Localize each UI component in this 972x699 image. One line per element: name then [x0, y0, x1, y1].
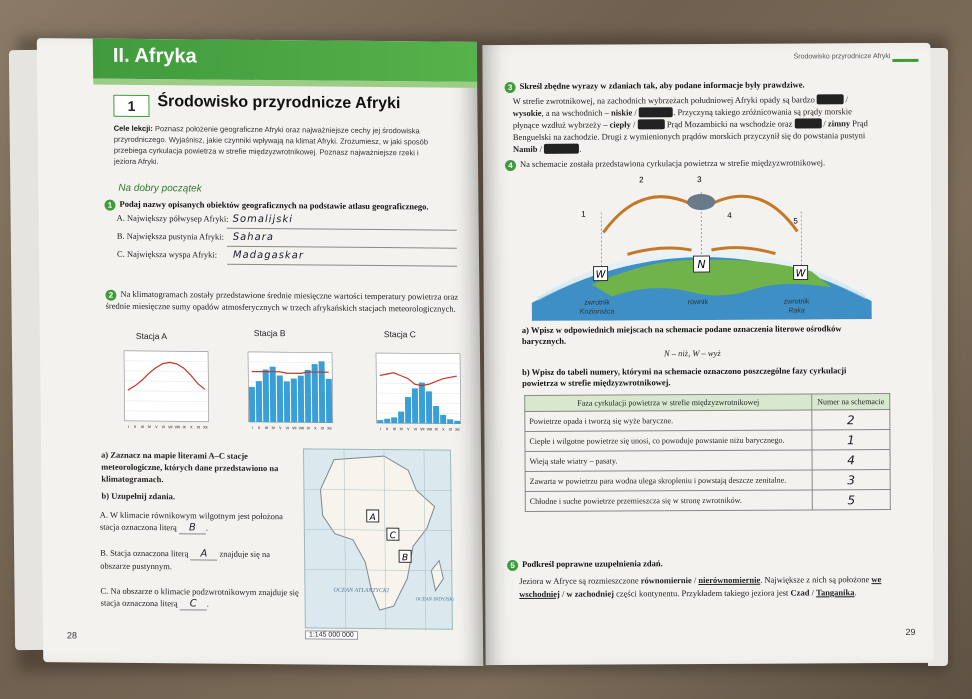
station-b-title: Stacja B [253, 327, 286, 339]
precip-bar [454, 421, 460, 424]
pressure-letter-left: W [595, 269, 606, 281]
option-word-underlined[interactable]: we wschodniej [519, 574, 882, 599]
task-3-number: 3 [505, 82, 516, 93]
precip-bar [377, 420, 383, 423]
month-tick-label: II [134, 424, 137, 429]
month-tick-label: XII [455, 427, 460, 432]
table-header-row [525, 394, 890, 412]
number-cell[interactable]: 3 [812, 470, 890, 490]
table-row [525, 450, 890, 472]
precip-bar [305, 370, 312, 423]
month-tick-label: VIII [426, 427, 433, 432]
diagram-number-1: 1 [581, 209, 586, 219]
phase-cell: Powietrze opada i tworzą się wyże baryczne. [525, 410, 812, 432]
precip-bar [412, 388, 418, 423]
month-tick-label: V [155, 425, 158, 430]
africa-map [303, 448, 453, 629]
option-separator: / [693, 575, 697, 586]
task-1-row-c-label: C. Największa wyspa Afryki: [116, 248, 218, 260]
page-number-left: 28 [66, 630, 78, 641]
task-5-instruction [507, 558, 663, 570]
running-header: Środowisko przyrodnicze Afryki [793, 53, 891, 61]
month-tick-label: III [140, 424, 144, 429]
option-separator: / [561, 588, 565, 599]
option-word[interactable]: Czad [790, 587, 810, 598]
station-a-title: Stacja A [135, 330, 168, 342]
lat-label-name: zwrotnik [584, 299, 610, 307]
task-2-instruction [105, 289, 465, 315]
lat-label-cancer [784, 297, 810, 315]
month-tick-label: IV [399, 427, 404, 432]
precip-bar [270, 367, 277, 422]
task-4a-instruction: a) Wpisz w odpowiednich miejscach na schemacie podane oznaczenia literowe ośrodków barycznych. [521, 323, 842, 346]
map-marker-b: B [401, 553, 409, 564]
month-tick-label: IV [147, 425, 152, 430]
task-3-text: Skreśl zbędne wyrazy w zdaniach tak, aby podane informacje były prawdziwe. [519, 79, 805, 91]
task-5-fragment: . [854, 587, 857, 598]
number-cell[interactable]: 2 [812, 410, 890, 430]
struck-word[interactable] [544, 143, 582, 154]
task-2-number: 2 [105, 289, 116, 300]
month-tick-label: I [379, 427, 381, 432]
right-page [482, 43, 933, 665]
answer-line [227, 228, 457, 231]
phase-cell: Ciepłe i wilgotne powietrze się unosi, co powoduje powstanie niżu barycznego. [525, 430, 812, 452]
month-tick-label: XII [327, 426, 332, 431]
month-tick-label: XI [448, 427, 453, 432]
task-5-number: 5 [507, 560, 518, 571]
task-1-instruction [104, 199, 464, 214]
task-2b-item-b-after: znajduje się na obszarze pustynnym. [100, 548, 271, 572]
table-row [525, 430, 890, 452]
precip-bar [298, 376, 304, 423]
number-cell[interactable]: 4 [812, 450, 890, 470]
kept-word[interactable]: Namib [512, 143, 538, 155]
task-2b-item-a [100, 509, 300, 536]
table-row [525, 470, 890, 492]
task-5-fragment: Jeziora w Afryce są rozmieszczone [519, 575, 639, 586]
month-tick-label: III [392, 427, 396, 432]
task-3-fragment: Prąd Mozambicki na wschodzie oraz [666, 118, 793, 130]
struck-word[interactable] [639, 107, 673, 117]
task-3-fragment: W strefie zwrotnikowej, na zachodnich wybrzeżach południowej Afryki opady są bardzo [512, 94, 815, 107]
lat-label-capricorn [580, 298, 615, 316]
struck-word[interactable] [794, 118, 821, 128]
task-3-body: W strefie zwrotnikowej, na zachodnich wybrzeżach południowej Afryki opady są bardzo / wysokie, a na wschodnich – niskie / . Przyczyną takiego zróżnicowania są prądy morskie płynące wzdłuż wybrzeży – ciepły / Prąd Mozambicki na wschodzie oraz / zimny Prąd Benguelski na zachodzie. Drugi z wymienionych prądów morskich przyczynił się do powstania pustyni Namib / . [512, 94, 868, 155]
task-2b-item-a-text: A. W klimacie równikowym wilgotnym jest położona stacja oznaczona literą [99, 509, 283, 533]
task-5-text: Podkreśl poprawne uzupełnienia zdań. [522, 558, 663, 569]
month-tick-label: VI [413, 427, 418, 432]
pressure-legend: N – niż, W – wyż [663, 347, 721, 359]
precip-bar [249, 387, 255, 422]
lesson-title: Środowisko przyrodnicze Afryki [157, 93, 401, 113]
month-tick-label: X [190, 425, 193, 430]
goals-text: Poznasz położenie geograficzne Afryki oraz najważniejsze cechy jej środowiska przyrodniczego. Wyjaśnisz, jakie czynniki wpływają na klimat Afryki. Zrozumiesz, w jaki sposób przebiega cyrkulacja powietrza w strefie międzyzwrotnikowej. Poznasz najważniejsze rzeki i jeziora Afryki. [113, 124, 429, 167]
pressure-letter-center: N [697, 258, 706, 272]
africa-map-svg [304, 449, 454, 630]
table-header-phase: Faza cyrkulacji powietrza w strefie międzyzwrotnikowej [525, 394, 812, 412]
month-tick-label: X [442, 427, 445, 432]
task-5-body [519, 573, 899, 601]
month-tick-label: IV [271, 426, 276, 431]
answer-line [227, 246, 457, 249]
phases-table [524, 393, 891, 512]
task-1-row-b-label: B. Największa pustynia Afryki: [116, 230, 225, 242]
month-tick-label: VI [161, 425, 166, 430]
option-word[interactable]: w zachodniej [566, 588, 614, 599]
phase-cell: Wieją stałe wiatry – pasaty. [525, 450, 812, 472]
month-tick-label: VII [292, 426, 297, 431]
madagascar-outline [431, 561, 443, 591]
month-tick-label: IX [434, 427, 439, 432]
precip-bar [284, 381, 290, 422]
precip-bar [447, 419, 453, 423]
task-2b-item-c-answer[interactable]: C [180, 598, 207, 610]
precip-bar [256, 381, 262, 422]
task-1-row-c [117, 249, 457, 270]
map-marker-a: A [369, 512, 376, 524]
kept-word[interactable]: ciepły [609, 119, 631, 130]
task-4-text: Na schemacie została przedstawiona cyrkulacja powietrza w strefie międzyzwrotnikowej. [519, 157, 826, 169]
phase-cell: Zawarta w powietrzu para wodna ulega skropleniu i powstają deszcze zenitalne. [525, 470, 812, 492]
map-ocean2-label: OCEAN INDYJSKI [415, 597, 454, 603]
task-2b-item-b [100, 547, 300, 574]
station-c-title: Stacja C [383, 329, 416, 340]
precip-bar [440, 415, 446, 424]
precip-bar [312, 364, 319, 422]
task-5-fragment: . Największe z nich są położone [760, 574, 870, 585]
kept-word[interactable]: wysokie [512, 107, 542, 119]
struck-word[interactable] [817, 94, 843, 104]
task-2b-item-b-answer[interactable]: A [190, 548, 217, 560]
precip-bar [419, 383, 425, 424]
lat-label-name: równik [687, 298, 708, 307]
section-label: Na dobry początek [118, 182, 202, 195]
page-number-right: 29 [905, 626, 916, 637]
task-3-fragment: . Przyczyną takiego zróżnicowania są prądy morskie płynące wzdłuż wybrzeży – [512, 106, 852, 131]
task-4b-instruction: b) Wpisz do tabeli numery, którymi na schemacie oznaczono poszczególne fazy cyrkulacji powietrza w strefie międzyzwrotnikowej. [522, 365, 847, 388]
precip-bar [319, 361, 326, 422]
task-1-text: Podaj nazwy opisanych obiektów geograficznych na podstawie atlasu geograficznego. [119, 198, 429, 212]
lat-label-sub: Raka [788, 307, 805, 315]
circulation-arrow-right [711, 196, 797, 232]
task-2b-item-c-text: C. Na obszarze o klimacie podzwrotnikowym znajduje się stacja oznaczona literą [100, 585, 299, 609]
month-tick-label: VII [420, 427, 425, 432]
month-tick-label: I [251, 425, 253, 430]
task-1-row-a-answer[interactable]: Somalijski [232, 213, 294, 226]
month-tick-label: V [407, 427, 410, 432]
task-2b-instruction: b) Uzupełnij zdania. [101, 490, 176, 502]
map-marker-c: C [389, 531, 397, 542]
table-row [525, 410, 890, 432]
task-2b-item-c-after: . [206, 598, 209, 609]
diagram-number-4: 4 [727, 210, 732, 220]
option-word-underlined[interactable]: nierównomiernie [698, 574, 761, 586]
phase-cell: Chłodne i suche powietrze przemieszcza się w stronę zwrotników. [525, 490, 812, 512]
month-tick-label: I [127, 424, 129, 429]
diagram-number-2: 2 [639, 175, 644, 185]
precip-bar [263, 370, 270, 423]
month-tick-label: XI [196, 425, 201, 430]
task-5-fragment: części kontynentu. Przykładem takiego jeziora jest [616, 587, 789, 599]
rain-cloud-icon [687, 194, 715, 210]
lat-label-sub: Koziorożca [579, 308, 615, 316]
option-word-underlined[interactable]: Tanganika [816, 587, 855, 598]
circulation-arrow-left [603, 197, 691, 233]
header-accent [892, 59, 918, 62]
struck-word[interactable] [637, 119, 664, 129]
lesson-goals [114, 123, 434, 170]
task-3-fragment: , a na wschodnich – [541, 107, 609, 118]
month-tick-label: XII [203, 425, 208, 430]
map-scale: 1:145 000 000 [305, 630, 358, 639]
task-2b-item-b-text: B. Stacja oznaczona literą [100, 547, 189, 559]
pressure-letter-right: W [795, 268, 806, 280]
month-tick-label: II [258, 425, 261, 431]
precip-bar [433, 406, 439, 424]
month-tick-label: VII [168, 425, 173, 430]
precip-bar [326, 379, 332, 423]
precip-bar [291, 379, 297, 423]
month-tick-label: V [279, 426, 282, 431]
month-tick-label: XI [320, 426, 325, 431]
task-2b-item-a-answer[interactable]: B [179, 522, 206, 534]
precip-bar [384, 419, 390, 423]
task-1-row-c-answer[interactable]: Madagaskar [232, 249, 304, 262]
precip-bar [391, 417, 397, 423]
task-2b-item-a-after: . [205, 522, 208, 533]
lat-label-equator [688, 298, 708, 307]
task-3-instruction [505, 79, 865, 92]
number-cell[interactable]: 5 [812, 490, 890, 510]
kept-word[interactable]: zimny [827, 118, 851, 129]
month-tick-label: VIII [298, 426, 305, 431]
month-tick-label: III [264, 426, 268, 431]
diagram-number-5: 5 [793, 216, 798, 226]
diagram-number-3: 3 [697, 175, 702, 185]
task-3-fragment: Prąd Benguelski na zachodzie. Drugi z wymienionych prądów morskich przyczynił się do powstania pustyni [512, 118, 868, 143]
precip-bar [398, 412, 404, 424]
month-tick-label: II [386, 427, 389, 432]
task-1-number: 1 [104, 199, 115, 210]
number-cell[interactable]: 1 [812, 430, 890, 450]
task-4-number: 4 [505, 160, 516, 171]
month-tick-label: IX [182, 425, 187, 430]
month-tick-label: VI [285, 426, 290, 431]
goals-label: Cele lekcji: [113, 123, 153, 134]
month-tick-label: VIII [174, 425, 181, 430]
task-2a-instruction: a) Zaznacz na mapie literami A–C stacje meteorologiczne, których dane przedstawiono na klimatogramach. [101, 449, 279, 485]
precip-bar [277, 375, 283, 422]
precip-bar [405, 397, 411, 423]
climagrams [96, 339, 481, 442]
lat-label-name: zwrotnik [783, 298, 810, 306]
precip-bar [426, 391, 432, 423]
kept-word[interactable]: niskie [610, 107, 633, 118]
task-4-instruction [505, 157, 885, 171]
task-1-row-b-answer[interactable]: Sahara [232, 231, 275, 244]
table-row [525, 490, 890, 512]
chapter-title: II. Afryka [112, 44, 197, 68]
task-1-row-a-label: A. Największy półwysep Afryki: [116, 212, 229, 224]
lesson-number: 1 [113, 95, 149, 117]
task-2b-item-c [100, 585, 300, 612]
task-3-fragment: . [579, 143, 582, 154]
month-tick-label: IX [306, 426, 311, 431]
option-word[interactable]: równomiernie [640, 575, 692, 586]
task-2-text: Na klimatogramach zostały przedstawione średnie miesięczne wartości temperatury powietrza oraz średnie miesięczne sumy opadów atmosferycznych w trzech afrykańskich stacjach meteorologicznych. [105, 288, 459, 314]
answer-line [227, 264, 457, 267]
option-separator: / [811, 587, 814, 598]
left-page [37, 38, 484, 666]
table-header-number: Numer na schemacie [812, 394, 890, 410]
month-tick-label: X [314, 426, 317, 431]
map-ocean-label: OCEAN ATLANTYCKI [333, 587, 390, 595]
